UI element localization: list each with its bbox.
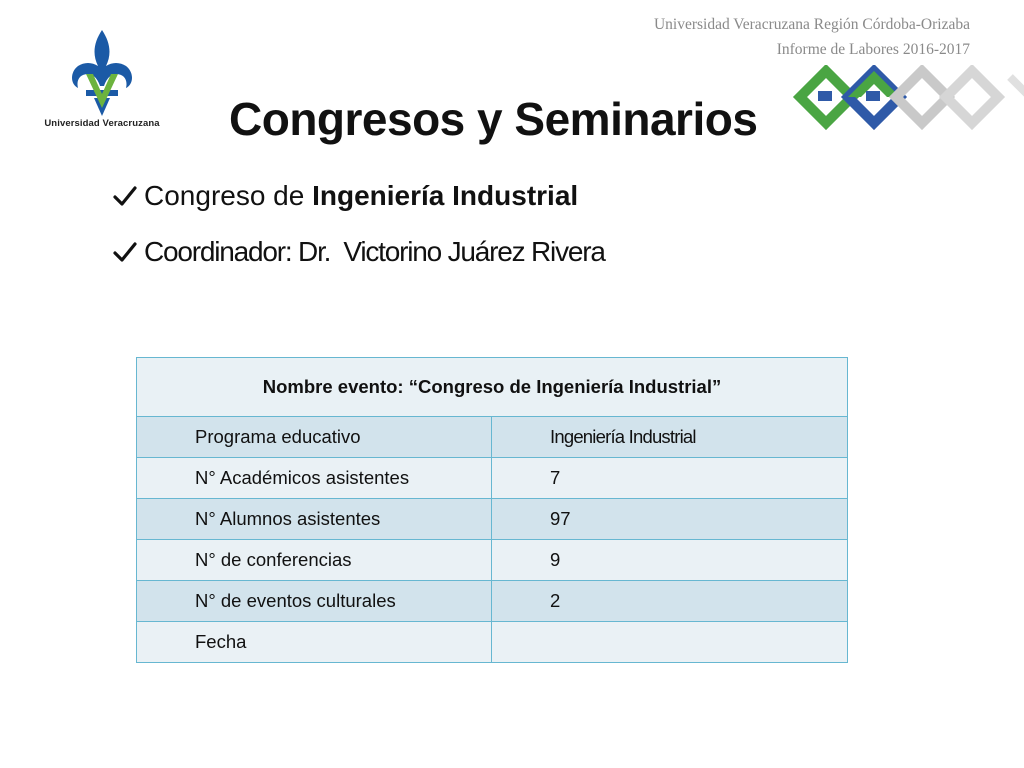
bullet-congress-name: Ingeniería Industrial [312, 180, 579, 211]
checkmark-icon [112, 239, 138, 265]
row-value: 97 [492, 499, 848, 540]
row-label: N° de conferencias [137, 540, 492, 581]
row-label: N° de eventos culturales [137, 581, 492, 622]
row-value [492, 622, 848, 663]
university-logo [40, 28, 164, 138]
row-label: Programa educativo [137, 417, 492, 458]
header-report-title: Informe de Labores 2016-2017 [776, 41, 970, 58]
row-value: Ingeniería Industrial [492, 417, 848, 458]
row-label: N° Académicos asistentes [137, 458, 492, 499]
table-row [137, 417, 848, 458]
header-university-region: Universidad Veracruzana Región Córdoba-Orizaba [653, 16, 970, 33]
event-table-heading: Nombre evento: “Congreso de Ingeniería Industrial” [137, 358, 848, 417]
table-row [137, 540, 848, 581]
event-table [136, 357, 848, 663]
table-row [137, 458, 848, 499]
row-label: Fecha [137, 622, 492, 663]
slide-title: Congresos y Seminarios [229, 93, 758, 145]
logo-caption: Universidad Veracruzana [44, 118, 160, 129]
table-row [137, 499, 848, 540]
bullet-coordinator [112, 236, 605, 268]
row-value: 7 [492, 458, 848, 499]
table-row [137, 581, 848, 622]
row-value: 9 [492, 540, 848, 581]
row-value: 2 [492, 581, 848, 622]
decorative-pattern-icon [792, 65, 1024, 131]
bullet-coordinator-text: Coordinador: Dr. Victorino Juárez Rivera [144, 236, 605, 267]
table-row [137, 622, 848, 663]
row-label: N° Alumnos asistentes [137, 499, 492, 540]
bullet-congress-prefix: Congreso de [144, 180, 313, 211]
bullet-congress [112, 180, 578, 212]
checkmark-icon [112, 183, 138, 209]
fleur-de-lis-logo-icon [66, 28, 138, 118]
